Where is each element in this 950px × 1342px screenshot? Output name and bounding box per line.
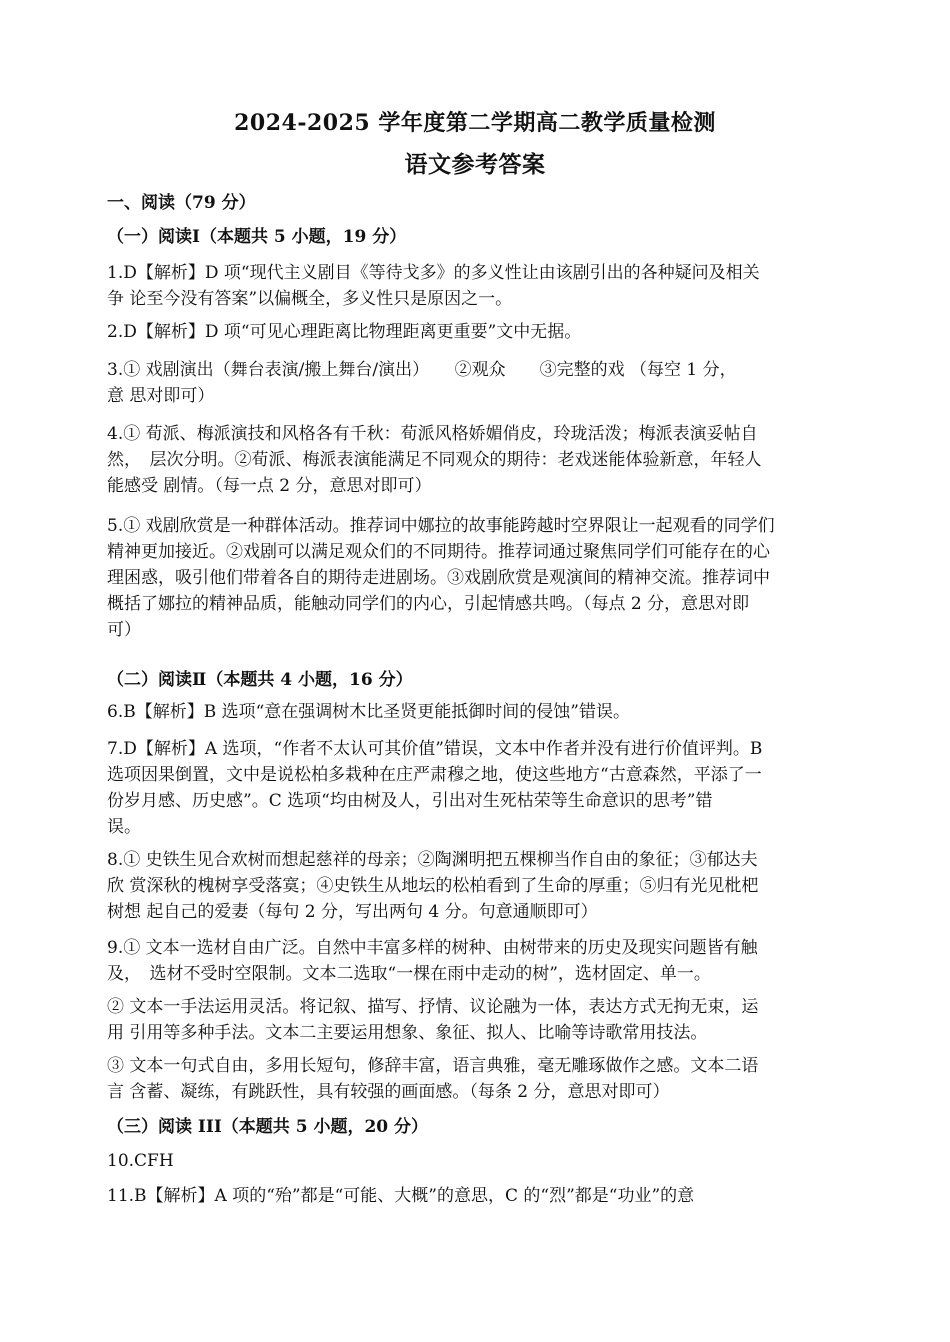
answer-q9-part2	[107, 994, 852, 1046]
answer-q10	[107, 1148, 852, 1174]
document-subtitle: 语文参考答案	[404, 151, 546, 178]
answer-line: 误。	[107, 817, 141, 837]
answer-line: ② 文本一手法运用灵活。将记叙、描写、抒情、议论融为一体，表达方式无拘无束，运	[107, 997, 759, 1017]
answer-line: 2.D【解析】D 项“可见心理距离比物理距离更重要”文中无据。	[107, 322, 582, 342]
answer-line: 8.① 史铁生见合欢树而想起慈祥的母亲；②陶渊明把五棵柳当作自由的象征；③郁达夫	[107, 850, 758, 870]
answer-q1	[107, 260, 852, 312]
answer-line: 4.① 荀派、梅派演技和风格各有千秋：荀派风格娇媚俏皮，玲珑活泼；梅派表演妥帖自	[107, 424, 758, 444]
answer-line: 然， 层次分明。②荀派、梅派表演能满足不同观众的期待：老戏迷能体验新意，年轻人	[107, 450, 762, 470]
answer-line: 概括了娜拉的精神品质，能触动同学们的内心，引起情感共鸣。（每点 2 分，意思对即	[107, 594, 750, 614]
section-heading-reading: 一、阅读（79 分）	[107, 193, 256, 213]
answer-q8	[107, 847, 852, 925]
answer-line: ③ 文本一句式自由，多用长短句，修辞丰富，语言典雅，毫无雕琢做作之感。文本二语	[107, 1056, 759, 1076]
part-heading-reading-3: （三）阅读 III（本题共 5 小题，20 分）	[107, 1117, 429, 1137]
answer-line: 10.CFH	[107, 1151, 174, 1171]
answer-line: 精神更加接近。②戏剧可以满足观众们的不同期待。推荐词通过聚焦同学们可能存在的心	[107, 542, 770, 562]
answer-line: 及， 选材不受时空限制。文本二选取“一棵在雨中走动的树”，选材固定、单一。	[107, 964, 711, 984]
answer-line: 树想 起自己的爱妻（每句 2 分，写出两句 4 分。句意通顺即可）	[107, 902, 598, 922]
answer-line: 欣 赏深秋的槐树享受落寞；④史铁生从地坛的松柏看到了生命的厚重；⑤归有光见枇杷	[107, 876, 759, 896]
answer-line: 1.D【解析】D 项“现代主义剧目《等待戈多》的多义性让由该剧引出的各种疑问及相关	[107, 263, 760, 283]
answer-q4	[107, 421, 852, 499]
answer-line: 选项因果倒置，文中是说松柏多栽种在庄严肃穆之地，使这些地方“古意森然，平添了一	[107, 765, 762, 785]
answer-q6	[107, 699, 852, 725]
answer-line: 言 含蓄、凝练，有跳跃性，具有较强的画面感。（每条 2 分，意思对即可）	[107, 1082, 670, 1102]
document-title: 2024-2025 学年度第二学期高二教学质量检测	[234, 110, 716, 136]
answer-q11	[107, 1183, 852, 1209]
answer-line: 11.B【解析】A 项的“殆”都是“可能、大概”的意思，C 的“烈”都是“功业”的意	[107, 1186, 695, 1206]
part-heading-reading-2: （二）阅读Ⅱ（本题共 4 小题，16 分）	[107, 670, 413, 690]
answer-line: 可）	[107, 620, 141, 640]
answer-line: 5.① 戏剧欣赏是一种群体活动。推荐词中娜拉的故事能跨越时空界限让一起观看的同学们	[107, 516, 775, 536]
answer-q5	[107, 513, 852, 643]
answer-q9-part3	[107, 1053, 852, 1105]
answer-line: 能感受 剧情。（每一点 2 分，意思对即可）	[107, 476, 432, 496]
answer-line: 份岁月感、历史感”。C 选项“均由树及人，引出对生死枯荣等生命意识的思考”错	[107, 791, 713, 811]
answer-line: 争 论至今没有答案”以偏概全，多义性只是原因之一。	[107, 289, 513, 309]
part-heading-reading-1: （一）阅读Ⅰ（本题共 5 小题，19 分）	[107, 227, 407, 247]
answer-line: 理困惑，吸引他们带着各自的期待走进剧场。③戏剧欣赏是观演间的精神交流。推荐词中	[107, 568, 770, 588]
answer-line: 意 思对即可）	[107, 386, 215, 406]
answer-line: 6.B【解析】B 选项“意在强调树木比圣贤更能抵御时间的侵蚀”错误。	[107, 702, 630, 722]
answer-line: 3.① 戏剧演出（舞台表演/搬上舞台/演出） ②观众 ③完整的戏 （每空 1 分，	[107, 360, 737, 380]
answer-q9-part1	[107, 935, 852, 987]
answer-line: 用 引用等多种手法。文本二主要运用想象、象征、拟人、比喻等诗歌常用技法。	[107, 1023, 708, 1043]
answer-q7	[107, 736, 852, 840]
answer-line: 7.D【解析】A 选项，“作者不太认可其价值”错误，文本中作者并没有进行价值评判。B	[107, 739, 763, 759]
answer-q3	[107, 357, 852, 409]
answer-q2	[107, 319, 852, 345]
answer-line: 9.① 文本一选材自由广泛。自然中丰富多样的树种、由树带来的历史及现实问题皆有触	[107, 938, 758, 958]
